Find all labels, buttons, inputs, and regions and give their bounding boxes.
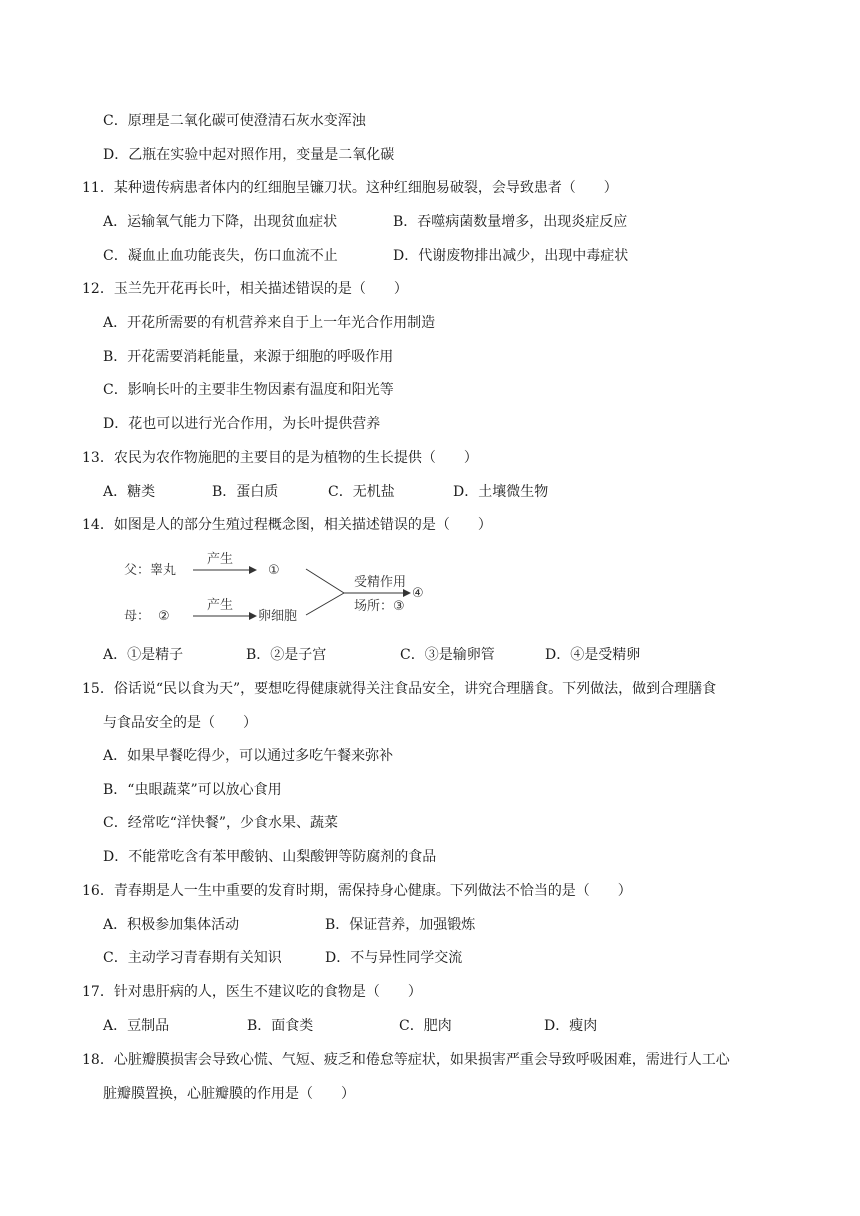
question-16-stem: 16．青春期是人一生中重要的发育时期，需保持身心健康。下列做法不恰当的是（ ） [82,883,632,899]
diagram-produce-label-1: 产生 [207,552,234,567]
diagram-fertilization-label: 受精作用 [354,575,407,590]
question-18-stem-line-2: 脏瓣膜置换，心脏瓣膜的作用是（ ） [103,1086,355,1102]
diagram-produce-label-2: 产生 [207,598,234,613]
question-14-option-c: C．③是输卵管 [400,647,495,663]
question-11-option-d: D．代谢废物排出减少，出现中毒症状 [393,248,629,264]
question-14-stem: 14．如图是人的部分生殖过程概念图，相关描述错误的是（ ） [82,517,492,533]
question-15-option-c: C．经常吃“洋快餐”，少食水果、蔬菜 [103,815,339,831]
diagram-egg-label: 卵细胞 [258,609,298,624]
question-14-option-b: B．②是子宫 [246,647,327,663]
question-14-option-d: D．④是受精卵 [545,647,641,663]
diagram-circle-2: ② [158,609,170,624]
reproduction-concept-diagram [120,549,440,631]
question-12-option-b: B．开花需要消耗能量，来源于细胞的呼吸作用 [103,349,394,365]
question-16-option-d: D．不与异性同学交流 [325,950,463,966]
question-13-option-d: D．土壤微生物 [453,484,549,500]
question-13-option-c: C．无机盐 [328,484,395,500]
question-14-option-a: A．①是精子 [103,647,184,663]
diagram-merge-line-top [306,569,344,593]
question-13-stem: 13．农民为农作物施肥的主要目的是为植物的生长提供（ ） [82,450,478,466]
question-12-option-d: D．花也可以进行光合作用，为长叶提供营养 [103,416,381,432]
diagram-place-label: 场所：③ [354,599,405,614]
question-17-option-c: C．肥肉 [399,1018,452,1034]
question-12-option-a: A．开花所需要的有机营养来自于上一年光合作用制造 [103,315,436,331]
question-17-option-b: B．面食类 [247,1018,314,1034]
question-17-option-a: A．豆制品 [103,1018,170,1034]
question-16-option-b: B．保证营养，加强锻炼 [325,917,476,933]
option-d: D．乙瓶在实验中起对照作用，变量是二氧化碳 [103,147,395,163]
question-15-stem-line-2: 与食品安全的是（ ） [103,715,257,731]
question-15-option-a: A．如果早餐吃得少，可以通过多吃午餐来弥补 [103,748,394,764]
question-11-option-c: C．凝血止血功能丧失，伤口血流不止 [103,248,338,264]
option-c: C．原理是二氧化碳可使澄清石灰水变浑浊 [103,113,366,129]
question-15-option-d: D．不能常吃含有苯甲酸钠、山梨酸钾等防腐剂的食品 [103,849,437,865]
question-16-option-a: A．积极参加集体活动 [103,917,240,933]
question-13-option-a: A．糖类 [103,484,156,500]
diagram-circle-4: ④ [412,586,424,601]
question-11-option-a: A．运输氧气能力下降，出现贫血症状 [103,214,338,230]
question-15-stem-line-1: 15．俗话说“民以食为天”，要想吃得健康就得关注食品安全，讲究合理膳食。下列做法，做到合理膳食 [82,681,717,697]
question-17-stem: 17．针对患肝病的人，医生不建议吃的食物是（ ） [82,984,422,1000]
question-13-option-b: B．蛋白质 [212,484,279,500]
diagram-merge-line-bottom [306,593,344,615]
question-12-stem: 12．玉兰先开花再长叶，相关描述错误的是（ ） [82,281,408,297]
diagram-circle-1: ① [268,563,280,578]
question-11-option-b: B．吞噬病菌数量增多，出现炎症反应 [393,214,628,230]
diagram-mother-label: 母： [124,609,151,624]
question-11-stem: 11．某种遗传病患者体内的红细胞呈镰刀状。这种红细胞易破裂，会导致患者（ ） [82,180,618,196]
question-17-option-d: D．瘦肉 [544,1018,598,1034]
question-12-option-c: C．影响长叶的主要非生物因素有温度和阳光等 [103,382,394,398]
question-15-option-b: B．“虫眼蔬菜”可以放心食用 [103,782,282,798]
question-18-stem-line-1: 18．心脏瓣膜损害会导致心慌、气短、疲乏和倦怠等症状，如果损害严重会导致呼吸困难，需进行人工心 [82,1052,730,1068]
diagram-father-label: 父：睾丸 [124,563,177,578]
question-16-option-c: C．主动学习青春期有关知识 [103,950,282,966]
